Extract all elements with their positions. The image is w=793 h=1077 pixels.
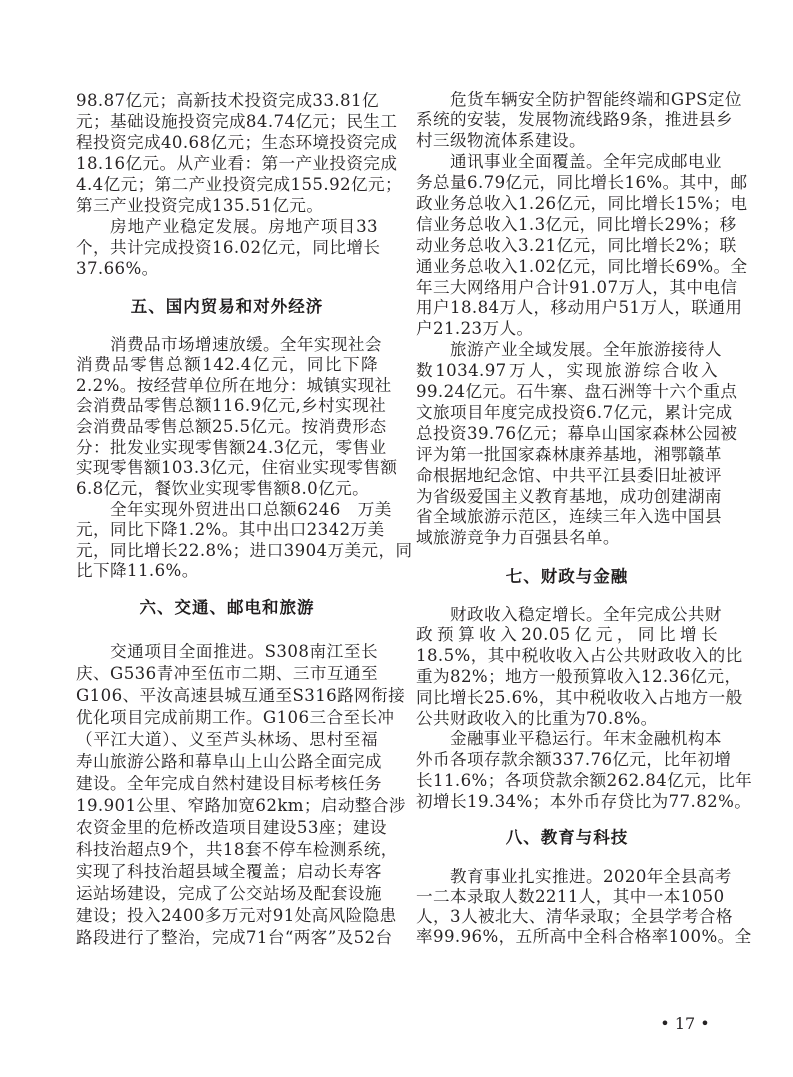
text-line: （平江大道）、义至芦头林场、思村至福 [76,730,378,749]
text-line: 文旅项目年度完成投资6.7亿元，累计完成 [416,402,733,422]
text-line: 为省级爱国主义教育基地，成功创建湖南 [416,486,722,506]
text-line: 长11.6%；各项贷款余额262.84亿元，比年 [416,770,753,790]
text-line: 元，同比下降1.2%。其中出口2342万美 [76,520,385,540]
text-line: 公共财政收入的比重为70.8%。 [416,708,658,728]
text-line: 户21.23万人。 [416,319,534,339]
paragraph-education [416,867,752,947]
left-column [76,0,413,1000]
text-line: 会消费品零售总额116.9亿元,乡村实现社 [76,396,387,416]
text-line: 外币各项存款余额337.76亿元，比年初增 [416,750,732,770]
text-line: 运站场建设，完成了公交站场及配套设施 [76,884,382,903]
section-heading-trade: 五、国内贸易和对外经济 [130,297,324,316]
text-line: 初增长19.34%；本外币存贷比为77.82%。 [416,791,752,811]
text-line: 寿山旅游公路和幕阜山上山公路全面完成 [76,752,382,771]
text-line: 第三产业投资完成135.51亿元。 [76,195,324,215]
text-line: 分：批发业实现零售额24.3亿元，零售业 [76,437,387,457]
paragraph-real-estate [76,216,381,279]
paragraph-transport-projects [76,641,406,949]
text-line: 危货车辆安全防护智能终端和GPS定位 [450,89,742,109]
text-line: 元；基础设施投资完成84.74亿元；民生工 [76,111,398,131]
text-line: 用户18.84万人，移动用户51万人，联通用 [416,298,743,318]
text-line: 人，3人被北大、清华录取；全县学考合格 [416,907,733,926]
page-number: • 17 • [660,1014,710,1033]
text-line: 庆、G536青冲至伍市二期、三市互通至 [76,664,378,683]
text-line: 通讯事业全面覆盖。全年完成邮电业 [450,152,722,172]
text-line: 房地产业稳定发展。房地产项目33 [110,216,378,236]
text-line: 路段进行了整治，完成71台“两客”及52台 [76,928,393,947]
text-line: 命根据地纪念馆、中共平江县委旧址被评 [416,465,722,485]
section-heading-transport: 六、交通、邮电和旅游 [139,598,315,617]
text-line: 同比增长25.6%，其中税收收入占地方一般 [416,687,743,707]
text-line: 农资金里的危桥改造项目建设53座；建设 [76,818,387,837]
text-line: 金融事业平稳运行。年末金融机构本 [450,729,722,749]
text-line: 信业务总收入1.3亿元，同比增长29%；移 [416,214,737,234]
paragraph-hazmat-logistics [416,89,742,153]
text-line: 99.24亿元。石牛寨、盘石洲等十六个重点 [416,382,738,402]
section-heading-education: 八、教育与科技 [505,828,629,847]
text-line: 村三级物流体系建设。 [416,131,586,151]
right-column [416,0,753,1000]
text-line: 一二本录取人数2211人，其中一本1050 [416,887,725,906]
text-line: 元，同比增长22.8%；进口3904万美元，同 [76,540,413,560]
text-line: 务总量6.79亿元，同比增长16%。其中，邮 [416,173,748,193]
text-line: 4.4亿元；第二产业投资完成155.92亿元； [76,174,402,194]
text-line: 政预算收入20.05亿元，同比增长 [416,625,718,645]
text-line: 数1034.97万人，实现旅游综合收入 [416,361,718,381]
text-line: 37.66%。 [76,258,159,278]
text-line: 98.87亿元；高新技术投资完成33.81亿 [76,90,379,110]
paragraph-financial-sector [416,729,753,812]
text-line: 会消费品零售总额25.5亿元。按消费形态 [76,417,387,437]
text-line: 个，共计完成投资16.02亿元，同比增长 [76,237,381,257]
paragraph-foreign-trade [76,499,413,582]
text-line: 省全域旅游示范区，连续三年入选中国县 [416,507,722,527]
text-line: 19.901公里、窄路加宽62km；启动整合涉 [76,796,406,815]
text-line: 18.5%，其中税收收入占公共财政收入的比 [416,646,743,666]
section-heading-finance: 七、财政与金融 [505,567,629,586]
paragraph-fiscal-revenue [416,604,743,730]
text-line: 6.8亿元，餐饮业实现零售额8.0亿元。 [76,478,370,498]
text-line: 全年实现外贸进出口总额6246 万美 [110,499,392,519]
paragraph-tourism [416,340,738,549]
paragraph-consumer-market [76,334,398,500]
text-line: G106、平汝高速县城互通至S316路网衔接 [76,686,406,705]
text-line: 消费品市场增速放缓。全年实现社会 [110,334,382,354]
text-line: 18.16亿元。从产业看：第一产业投资完成 [76,153,398,173]
text-line: 交通项目全面推进。S308南江至长 [110,642,378,661]
text-line: 通业务总收入1.02亿元，同比增长69%。全 [416,256,748,276]
text-line: 率99.96%，五所高中全科合格率100%。全 [416,927,752,946]
text-line: 2.2%。按经营单位所在地分：城镇实现社 [76,375,392,395]
text-line: 动业务总收入3.21亿元，同比增长2%；联 [416,235,737,255]
text-line: 实现了科技治超县域全覆盖；启动长寿客 [76,862,382,881]
paragraph-investment-continued [76,90,402,216]
text-line: 建设。全年完成自然村建设目标考核任务 [76,774,382,793]
text-line: 评为第一批国家森林康养基地，湘鄂赣革 [416,444,722,464]
text-line: 系统的安装，发展物流线路9条，推进县乡 [416,110,733,130]
text-line: 科技治超点9个，共18套不停车检测系统， [76,840,398,859]
text-line: 建设；投入2400多万元对91处高风险隐患 [76,906,397,925]
text-line: 程投资完成40.68亿元；生态环境投资完成 [76,132,398,152]
text-line: 比下降11.6%。 [76,561,199,581]
text-line: 教育事业扎实推进。2020年全县高考 [450,867,732,886]
text-line: 政业务总收入1.26亿元，同比增长15%；电 [416,193,748,213]
text-line: 旅游产业全域发展。全年旅游接待人 [450,340,722,360]
text-line: 总投资39.76亿元；幕阜山国家森林公园被 [416,423,738,443]
text-line: 重为82%；地方一般预算收入12.36亿元， [416,666,742,686]
text-line: 财政收入稳定增长。全年完成公共财 [450,604,722,624]
text-line: 域旅游竞争力百强县名单。 [416,528,620,548]
text-line: 消费品零售总额142.4亿元，同比下降 [76,355,378,375]
text-line: 年三大网络用户合计91.07万人，其中电信 [416,277,738,297]
text-line: 实现零售额103.3亿元，住宿业实现零售额 [76,458,398,478]
text-line: 优化项目完成前期工作。G106三合至长冲 [76,708,395,727]
paragraph-telecom [416,152,748,340]
